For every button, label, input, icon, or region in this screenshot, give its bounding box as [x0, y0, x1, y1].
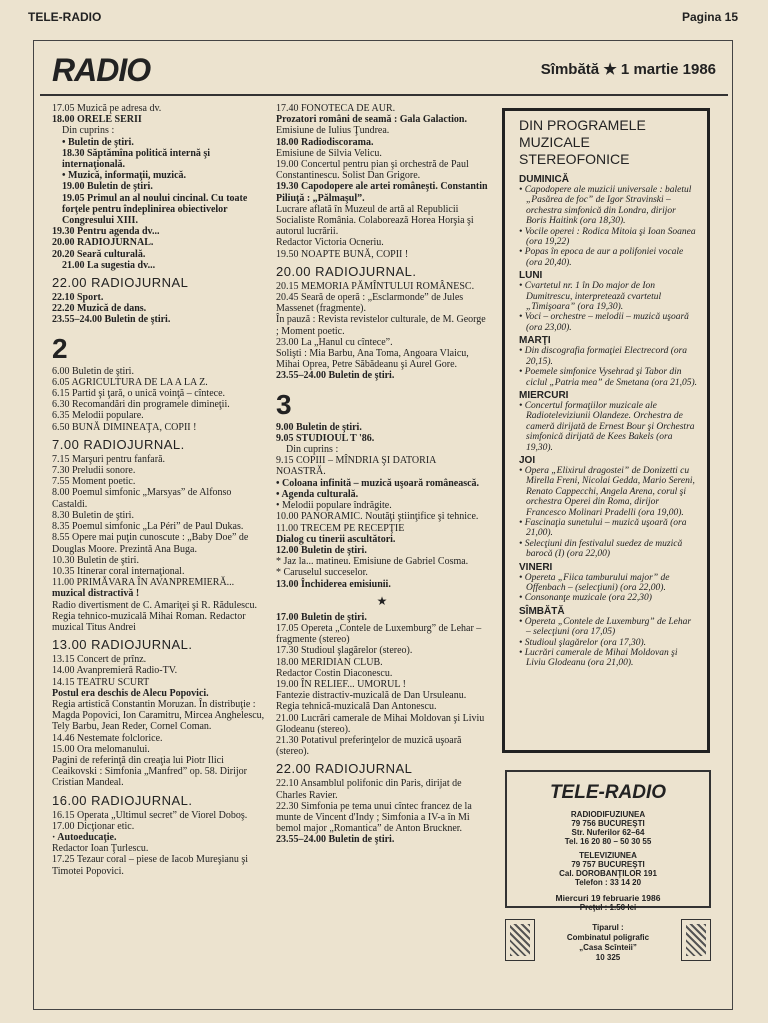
address-line: 79 756 BUCUREŞTI	[571, 819, 645, 828]
schedule-entry: 17.40 FONOTECA DE AUR.	[276, 103, 396, 114]
radiojurnal-heading: 22.00 RADIOJURNAL	[52, 275, 189, 291]
schedule-entry: În pauză : Revista revistelor culturale, de M. George ; Moment poetic.	[276, 314, 486, 337]
date-line: Sîmbătă ★ 1 martie 1986	[540, 61, 716, 78]
schedule-entry: 15.00 Ora melomanului.	[52, 743, 150, 755]
day-heading: VINERI	[519, 561, 553, 573]
title-line: STEREOFONICE	[519, 151, 630, 167]
program-item: • Studioul şlagărelor (ora 17,30).	[519, 638, 697, 648]
schedule-column-1	[52, 103, 267, 877]
schedule-entry: * Caruselul succeselor.	[276, 567, 368, 579]
program-item: • Capodopere ale muzicii universale : baletul „Pasărea de foc” de Igor Stravinski – orchestra simfonică din Londra, dirijor Boris Haitink (ora 18,30).	[519, 185, 697, 227]
schedule-entry: 21.00 Lucrări camerale de Mihai Moldovan şi Liviu Glodeanu (stereo).	[276, 712, 485, 735]
day-heading: MARŢI	[519, 335, 551, 347]
schedule-entry: Dialog cu tinerii ascultători.	[276, 533, 396, 545]
schedule-entry: Solişti : Mia Barbu, Ana Toma, Angoara Vlaicu, Mihai Oprea, Petre Săbădeanu şi Aurel Gore.	[276, 348, 469, 371]
day-heading: LUNI	[519, 270, 543, 282]
schedule-entry: 21.30 Potativul preferinţelor de muzică uşoară (stereo).	[276, 734, 462, 758]
page-number: Pagina 15	[681, 10, 738, 24]
program-item: • Opereta „Contele de Luxemburg” de Lehar – selecţiuni (ora 17,05)	[519, 617, 697, 638]
program-item: • Din discografia formaţiei Electrecord (ora 20,15).	[519, 346, 697, 367]
schedule-entry: 20.15 MEMORIA PĂMÎNTULUI ROMÂNESC.	[276, 280, 475, 292]
day-heading: MIERCURI	[519, 389, 569, 401]
schedule-entry: · Autoeducaţie.	[52, 831, 117, 843]
schedule-entry: • Buletin de ştiri.	[62, 136, 134, 148]
program-item: • Opereta „Fiica tamburului major” de Offenbach – (selecţiuni) (ora 22,00).	[519, 573, 697, 594]
publisher-box	[505, 770, 711, 912]
address-line: RADIODIFUZIUNEA	[570, 810, 646, 819]
schedule-entry: 10.30 Buletin de ştiri.	[52, 554, 139, 566]
schedule-entry: 18.00 MERIDIAN CLUB.	[276, 656, 383, 668]
address-line: Telefon : 33 14 20	[574, 878, 642, 887]
schedule-entry: Prozatori români de seamă : Gala Galaction.	[276, 114, 467, 126]
title-divider	[40, 94, 728, 96]
schedule-entry: 7.30 Preludii sonore.	[52, 465, 136, 477]
schedule-entry: • Muzică, informaţii, muzică.	[62, 170, 187, 182]
schedule-entry: * Jaz la... matineu. Emisiune de Gabriel Cosma.	[276, 556, 469, 568]
program-item: • Vocile operei : Rodica Mitoia şi Ioan Soanea (ora 19,22)	[519, 227, 697, 248]
schedule-entry: • Coloana infinită – muzică uşoară românească.	[276, 477, 480, 489]
day-number: 3	[276, 388, 292, 420]
schedule-entry: • Agenda culturală.	[276, 488, 359, 500]
printer-line: „Casa Scînteii”	[579, 943, 637, 952]
day-heading: JOI	[519, 454, 536, 466]
stereo-programs-title	[519, 117, 697, 168]
program-item: • Poemele simfonice Vysehrad şi Tabor din ciclul „Patria mea” de Smetana (ora 21,05).	[519, 367, 697, 388]
issue-price: Preţul : 1.50 lei	[579, 903, 637, 912]
schedule-entry: 9.00 Buletin de ştiri.	[276, 421, 362, 433]
issue-date: Miercuri 19 februarie 1986	[555, 893, 661, 903]
schedule-entry: 17.30 Studioul şlagărelor (stereo).	[276, 645, 413, 657]
stereo-programs-box	[502, 108, 710, 753]
schedule-entry: 7.55 Moment poetic.	[52, 476, 136, 488]
schedule-entry: 23.55–24.00 Buletin de ştiri.	[52, 314, 171, 326]
program-item: • Popas în epoca de aur a polifoniei vocale (ora 20,40).	[519, 247, 697, 268]
schedule-entry: 10.35 Itinerar coral internaţional.	[52, 565, 185, 577]
schedule-entry: Din cuprins :	[62, 125, 115, 137]
schedule-entry: 18.00 Radiodiscorama.	[276, 136, 374, 148]
schedule-entry: 19.30 Pentru agenda dv...	[52, 226, 160, 238]
schedule-entry: 22.20 Muzică de dans.	[52, 303, 147, 315]
day-number: 2	[52, 332, 68, 364]
radiojurnal-heading: 20.00 RADIOJURNAL.	[276, 263, 417, 279]
page-header	[28, 10, 738, 28]
schedule-entry: muzical distractivă !	[52, 588, 140, 600]
schedule-entry: • Melodii populare îndrăgite.	[276, 500, 392, 512]
schedule-entry: 18.30 Săptămîna politică internă şi internaţională.	[62, 147, 211, 171]
address-line: Cal. DOROBANŢILOR 191	[559, 869, 657, 878]
section-name: TELE-RADIO	[28, 10, 102, 24]
radio-title: RADIO	[52, 52, 151, 88]
schedule-entry: 22.10 Sport.	[52, 292, 104, 304]
schedule-entry: 20.45 Seară de operă : „Esclarmonde” de Jules Massenet (fragmente).	[276, 292, 464, 315]
schedule-entry: 13.00 Închiderea emisiunii.	[276, 578, 391, 590]
address-line: 79 757 BUCUREŞTI	[571, 860, 645, 869]
schedule-entry: 7.15 Marşuri pentru fanfară.	[52, 453, 166, 465]
schedule-entry: Regia artistică Constantin Moruzan. În distribuţie : Magda Popovici, Ion Caramitru, Mircea Anghelescu, Tely Barbu, Jean Reder, Cornel Coman.	[52, 698, 265, 733]
schedule-entry: 13.15 Concert de prînz.	[52, 654, 147, 666]
schedule-entry: 6.15 Partid şi ţară, o unică voinţă – cîntece.	[52, 388, 226, 400]
program-item: • Fascinaţia sunetului – muzică uşoară (ora 21,00).	[519, 518, 697, 539]
schedule-entry: 11.00 TRECEM PE RECEPŢIE	[276, 522, 405, 534]
schedule-entry: 17.00 Dicţionar etic.	[52, 820, 135, 832]
schedule-entry: 6.35 Melodii populare.	[52, 410, 144, 422]
schedule-entry: 20.20 Seară culturală.	[52, 248, 146, 260]
schedule-entry: 17.25 Tezaur coral – piese de Iacob Mureşianu şi Timotei Popovici.	[52, 854, 248, 877]
printer-line: Tiparul :	[592, 923, 624, 932]
address-line: TELEVIZIUNEA	[579, 851, 637, 860]
printer-credit	[505, 915, 711, 975]
separator-star: ★	[376, 593, 388, 608]
radiojurnal-heading: 7.00 RADIOJURNAL.	[52, 436, 185, 452]
radiojurnal-heading: 13.00 RADIOJURNAL.	[52, 637, 193, 653]
schedule-entry: 17.05 Opereta „Contele de Luxemburg” de Lehar – fragmente (stereo)	[276, 622, 482, 646]
schedule-column-2	[276, 103, 488, 846]
schedule-entry: 19.50 NOAPTE BUNĂ, COPII !	[276, 248, 409, 260]
stereo-days-list	[519, 174, 697, 669]
program-item: • Lucrări camerale de Mihai Moldovan şi Liviu Glodeanu (ora 21,00).	[519, 648, 697, 669]
schedule-entry: 22.10 Ansamblul polifonic din Paris, dirijat de Charles Ravier.	[276, 778, 462, 801]
program-item: • Voci – orchestre – melodii – muzică uşoară (ora 23,00).	[519, 312, 697, 333]
title-line: MUZICALE	[519, 134, 590, 150]
program-item: • Concertul formaţiilor muzicale ale Radioteleviziunii Olandeze. Orchestra de cameră dirijată de Ernest Bour şi Orchestra simfonică dirijată de Kees Bakels (ora 19,30).	[519, 401, 697, 453]
schedule-entry: 14.15 TEATRU SCURT	[52, 676, 150, 688]
schedule-entry: 23.55–24.00 Buletin de ştiri.	[276, 834, 395, 846]
schedule-entry: 6.30 Recomandări din programele dimineţii.	[52, 399, 230, 411]
schedule-entry: Fantezie distractiv-muzicală de Dan Ursuleanu. Regia tehnică-muzicală Dan Antonescu.	[276, 690, 467, 713]
schedule-entry: Postul era deschis de Alecu Popovici.	[52, 687, 209, 699]
program-item: • Opera „Elixirul dragostei” de Donizetti cu Mirella Freni, Nicolai Gedda, Mario Sereni, Renato Cappecchi, Angela Arena, corul şi orchestra Operei din Roma, dirijor Francesco Molinari Pradelli (ora 19,00).	[519, 466, 697, 518]
schedule-entry: Redactor Ioan Ţurlescu.	[52, 843, 149, 855]
day-heading: SÎMBĂTĂ	[519, 605, 565, 617]
schedule-entry: Redactor Costin Diaconescu.	[276, 667, 393, 679]
schedule-entry: 19.05 Primul an al noului cincinal. Cu toate forţele pentru îndeplinirea obiectivelor Congresului XIII.	[62, 192, 248, 227]
schedule-entry: 6.00 Buletin de ştiri.	[52, 365, 134, 377]
schedule-entry: 19.00 Concertul pentru pian şi orchestră de Paul Constantinescu. Solist Dan Grigore.	[276, 159, 469, 182]
printer-line: Combinatul poligrafic	[566, 933, 650, 942]
program-item: • Cvartetul nr. 1 în Do major de Ion Dumitrescu, interpretează cvartetul „Timişoara” (ora 19,30).	[519, 281, 697, 312]
address-line: Tel. 16 20 80 – 50 30 55	[564, 837, 652, 846]
program-item: • Selecţiuni din festivalul suedez de muzică barocă (I) (ora 22,00)	[519, 539, 697, 560]
program-item: • Consonanţe muzicale (ora 22,30)	[519, 593, 697, 603]
schedule-entry: 22.30 Simfonia pe tema unui cîntec francez de la munte de Vincent d'Indy ; Simfonia a IV-a în Mi bemol major „Romantica” de Anton Bruckner.	[276, 800, 472, 835]
schedule-entry: 6.05 AGRICULTURA DE LA A LA Z.	[52, 376, 208, 388]
title-line: DIN PROGRAMELE	[519, 117, 646, 133]
schedule-entry: 21.00 La sugestia dv...	[62, 259, 156, 271]
day-heading: DUMINICĂ	[519, 174, 569, 185]
printer-logo-icon	[681, 919, 711, 961]
schedule-entry: 19.30 Capodopere ale artei româneşti. Constantin Piliuţă : „Pălmaşul”.	[276, 181, 488, 204]
schedule-entry: Din cuprins :	[286, 444, 339, 456]
schedule-entry: 11.00 PRIMĂVARA ÎN AVANPREMIERĂ...	[52, 577, 235, 589]
schedule-entry: Emisiune de Iulius Ţundrea.	[276, 125, 390, 137]
schedule-entry: 8.55 Opere mai puţin cunoscute : „Baby Doe” de Douglas Moore. Prezintă Ana Buga.	[52, 532, 249, 555]
schedule-entry: 6.50 BUNĂ DIMINEAŢA, COPII !	[52, 421, 197, 433]
schedule-entry: 17.05 Muzică pe adresa dv.	[52, 103, 162, 114]
schedule-entry: 9.05 STUDIOUL T '86.	[276, 432, 375, 444]
schedule-entry: 19.00 ÎN RELIEF... UMORUL !	[276, 678, 406, 690]
schedule-entry: 14.00 Avanpremieră Radio-TV.	[52, 665, 178, 677]
schedule-entry: 12.00 Buletin de ştiri.	[276, 544, 367, 556]
schedule-entry: 23.00 La „Hanul cu cîntece”.	[276, 336, 393, 348]
address-line: Str. Nuferilor 62–64	[571, 828, 645, 837]
printer-text	[539, 923, 677, 963]
schedule-entry: 8.30 Buletin de ştiri.	[52, 509, 134, 521]
schedule-entry: Pagini de referinţă din creaţia lui Piotr Ilici Ceaikovski : Simfonia „Manfred” op. 58. Dirijor Cristian Mandeal.	[52, 754, 247, 789]
radiojurnal-heading: 16.00 RADIOJURNAL.	[52, 792, 193, 808]
printer-logo-icon	[505, 919, 535, 961]
schedule-entry: 8.35 Poemul simfonic „La Péri” de Paul Dukas.	[52, 521, 244, 533]
schedule-entry: 20.00 RADIOJURNAL.	[52, 237, 154, 249]
schedule-entry: 14.46 Nestemate folclorice.	[52, 732, 163, 744]
schedule-entry: 9.15 COPIII – MÎNDRIA ŞI DATORIA NOASTRĂ.	[276, 455, 436, 478]
publisher-title: TELE-RADIO	[549, 782, 667, 803]
schedule-entry: Lucrare aflată în Muzeul de artă al Republicii Socialiste România. Colaborează Horea Horşia şi autorul lucrării.	[276, 203, 474, 238]
schedule-entry: Emisiune de Silvia Velicu.	[276, 147, 382, 159]
schedule-entry: 19.00 Buletin de ştiri.	[62, 181, 153, 193]
schedule-entry: 8.00 Poemul simfonic „Marsyas” de Alfonso Castaldi.	[52, 487, 232, 510]
schedule-entry: 10.00 PANORAMIC. Noutăţi ştiinţifice şi tehnice.	[276, 511, 479, 523]
schedule-entry: 17.00 Buletin de ştiri.	[276, 611, 367, 623]
radiojurnal-heading: 22.00 RADIOJURNAL	[276, 761, 413, 777]
schedule-entry: Radio divertisment de C. Amariţei şi R. Rădulescu.	[52, 599, 257, 611]
schedule-entry: 23.55–24.00 Buletin de ştiri.	[276, 370, 395, 382]
schedule-entry: Regia tehnico-muzicală Mihai Roman. Redactor muzical Titus Andrei	[52, 610, 246, 633]
schedule-entry: Redactor Victoria Ocneriu.	[276, 237, 384, 249]
printer-line: 10 325	[595, 953, 621, 962]
schedule-entry: 16.15 Operata „Ultimul secret” de Viorel Doboş.	[52, 809, 248, 821]
schedule-entry: 18.00 ORELE SERII	[52, 114, 142, 126]
